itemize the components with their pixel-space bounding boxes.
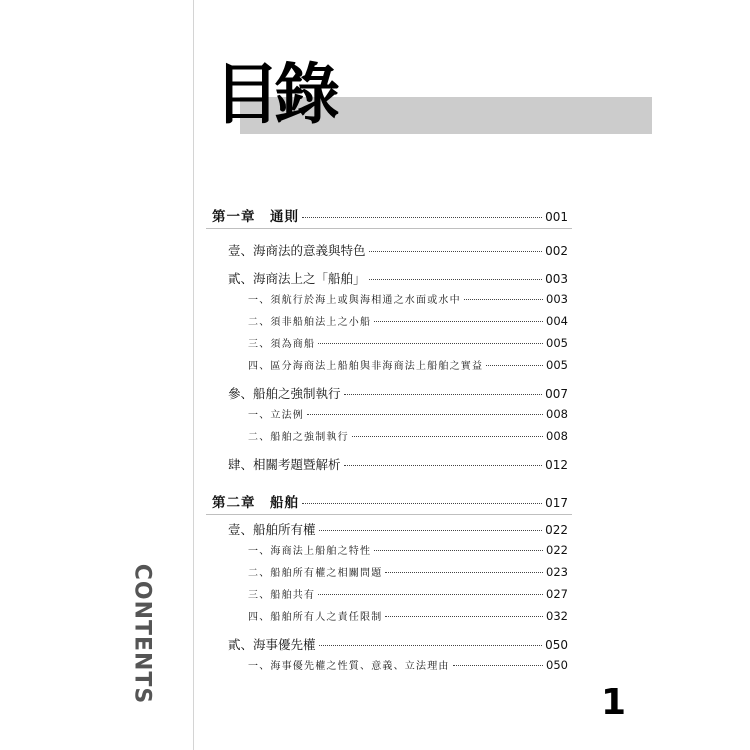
toc-entry[interactable] <box>228 384 568 402</box>
toc-entry-label: 一、須航行於海上或與海相通之水面或水中 <box>248 295 461 306</box>
dot-leader <box>302 503 542 504</box>
toc-entry[interactable] <box>248 313 568 328</box>
toc-entry-page: 007 <box>545 387 568 401</box>
toc-entry[interactable] <box>228 520 568 538</box>
toc-entry-label: 二、須非船舶法上之小船 <box>248 317 372 328</box>
toc-entry-page: 003 <box>546 292 568 306</box>
dot-leader <box>307 414 543 415</box>
toc-entry-page: 050 <box>546 658 568 672</box>
toc-entry-label: 三、須為商船 <box>248 339 316 350</box>
chapter-divider <box>206 228 572 229</box>
toc-entry-page: 023 <box>546 565 568 579</box>
toc-entry-page: 022 <box>545 523 568 537</box>
toc-entry-label: 貳、海商法上之「船舶」 <box>228 271 366 286</box>
toc-entry[interactable] <box>248 428 568 443</box>
toc-entry[interactable] <box>248 357 568 372</box>
page-title: 目錄 <box>214 55 334 133</box>
dot-leader <box>319 530 543 531</box>
dot-leader <box>344 465 543 466</box>
dot-leader <box>302 217 542 218</box>
toc-entry[interactable] <box>248 406 568 421</box>
toc-entry-label: 參、船舶之強制執行 <box>228 386 341 401</box>
toc-entry-label: 第二章 船舶 <box>212 495 299 511</box>
dot-leader <box>369 251 543 252</box>
toc-entry-label: 一、立法例 <box>248 410 304 421</box>
dot-leader <box>453 665 543 666</box>
toc-entry[interactable] <box>248 586 568 601</box>
toc-entry-page: 003 <box>545 272 568 286</box>
toc-entry-page: 012 <box>545 458 568 472</box>
toc-entry-chapter-1[interactable] <box>212 205 568 225</box>
toc-entry-page: 005 <box>546 358 568 372</box>
toc-entry[interactable] <box>248 564 568 579</box>
toc-entry[interactable] <box>228 269 568 287</box>
dot-leader <box>319 645 543 646</box>
toc-entry-page: 050 <box>545 638 568 652</box>
toc-entry-page: 004 <box>546 314 568 328</box>
toc-entry[interactable] <box>248 335 568 350</box>
toc-entry-page: 005 <box>546 336 568 350</box>
dot-leader <box>374 321 543 322</box>
chapter-divider <box>206 514 572 515</box>
toc-entry-page: 002 <box>545 244 568 258</box>
toc-entry-page: 032 <box>546 609 568 623</box>
toc-entry-page: 022 <box>546 543 568 557</box>
toc-entry-label: 二、船舶所有權之相關問題 <box>248 568 383 579</box>
dot-leader <box>464 299 543 300</box>
toc-entry-page: 001 <box>545 210 568 224</box>
dot-leader <box>385 616 543 617</box>
toc-entry-label: 壹、海商法的意義與特色 <box>228 243 366 258</box>
toc-entry-page: 008 <box>546 429 568 443</box>
toc-entry-label: 一、海事優先權之性質、意義、立法理由 <box>248 661 450 672</box>
toc-entry-label: 四、船舶所有人之責任限制 <box>248 612 383 623</box>
toc-entry-label: 一、海商法上船舶之特性 <box>248 546 372 557</box>
dot-leader <box>486 365 543 366</box>
dot-leader <box>318 594 543 595</box>
dot-leader <box>374 550 543 551</box>
page-number: 1 <box>601 682 627 723</box>
side-label-text: CONTENTS <box>129 563 155 705</box>
toc-entry[interactable] <box>248 657 568 672</box>
dot-leader <box>385 572 543 573</box>
toc-entry-page: 027 <box>546 587 568 601</box>
toc-entry[interactable] <box>228 241 568 259</box>
toc-entry-label: 二、船舶之強制執行 <box>248 432 349 443</box>
toc-entry-label: 肆、相關考題暨解析 <box>228 457 341 472</box>
toc-entry-chapter-2[interactable] <box>212 491 568 511</box>
toc-entry-label: 第一章 通則 <box>212 209 299 225</box>
toc-entry[interactable] <box>248 542 568 557</box>
toc-entry-label: 貳、海事優先權 <box>228 637 316 652</box>
toc-entry[interactable] <box>248 608 568 623</box>
toc-entry-label: 三、船舶共有 <box>248 590 316 601</box>
dot-leader <box>344 394 543 395</box>
toc-entry-page: 008 <box>546 407 568 421</box>
dot-leader <box>318 343 543 344</box>
dot-leader <box>352 436 543 437</box>
toc-entry-label: 四、區分海商法上船舶與非海商法上船舶之實益 <box>248 361 484 372</box>
dot-leader <box>369 279 543 280</box>
toc-entry[interactable] <box>228 635 568 653</box>
toc-entry[interactable] <box>248 291 568 306</box>
toc-entry-page: 017 <box>545 496 568 510</box>
toc-entry[interactable] <box>228 455 568 473</box>
toc-entry-label: 壹、船舶所有權 <box>228 522 316 537</box>
